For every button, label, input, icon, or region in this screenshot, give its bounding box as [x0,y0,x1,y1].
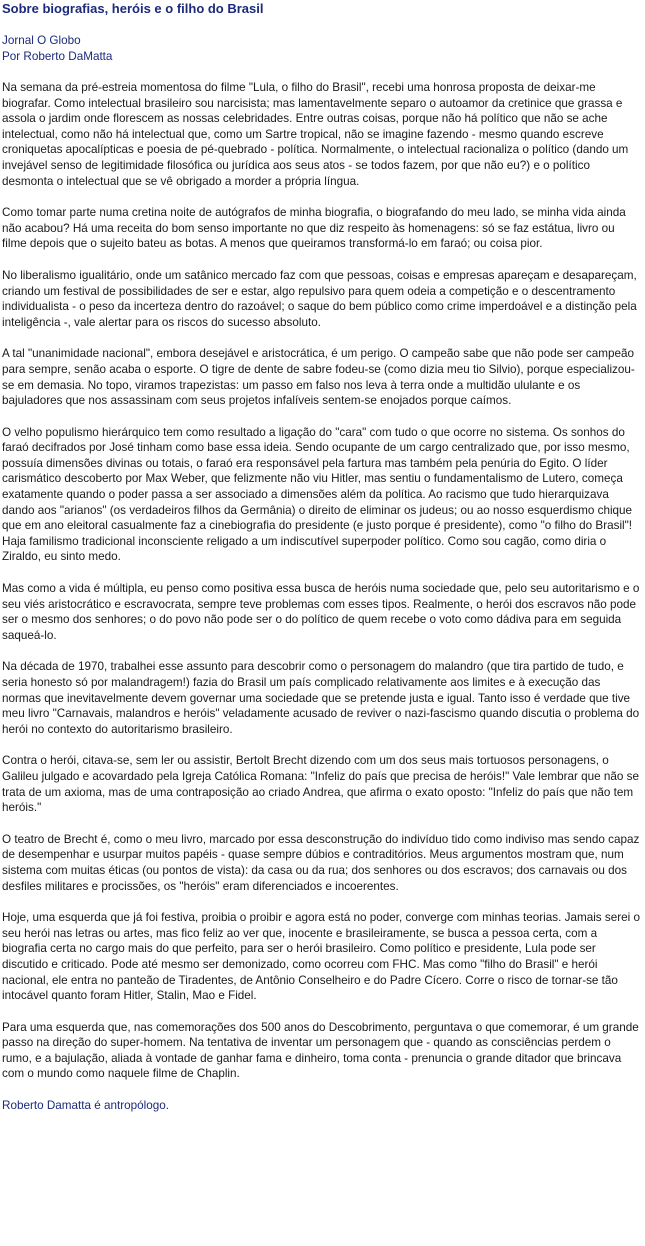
paragraph-4: A tal "unanimidade nacional", embora desejável e aristocrática, é um perigo. O campeão sabe que não pode ser campeão para sempre, senão acaba o esporte. O tigre de dente de sabre fodeu-se (como dizia meu tio Silvio), porque especializou-se em demasia. No topo, viramos trapezistas: um passo em falso nos leva à terra onde a multidão ululante e os bajuladores que nos assassinam com seus projetos infalíveis sentem-se enojados porque caímos. [2,347,635,408]
paragraph-5: O velho populismo hierárquico tem como resultado a ligação do "cara" com tudo o que ocorre no sistema. Os sonhos do faraó decifrados por José tinham como base essa ideia. Sendo ocupante de um cargo centralizado que, por isso mesmo, possuía dimensões divinas ou totais, o faraó era responsável pela fartura mas também pela penúria do Egito. O líder carismático descoberto por Max Weber, que felizmente não viu Hitler, mas sentiu o fundamentalismo de Lutero, começa exatamente quando o poder passa a ser associado a dimensões além da política. Ao racismo que tudo hierarquizava dando aos "arianos" (os verdadeiros filhos da Germânia) o direito de eliminar os judeus; ou ao nosso esquerdismo chique que em ano eleitoral casualmente faz a cinebiografia do presidente (e justo porque é presidente), como "o filho do Brasil"! Haja familismo tradicional inconsciente religado a um indiscutível superpoder político. Como sou cagão, como diria o Ziraldo, eu sinto medo. [2,425,633,564]
publication-name: Jornal O Globo [2,34,81,47]
paragraph-1: Na semana da pré-estreia momentosa do filme "Lula, o filho do Brasil", recebi uma honrosa proposta de deixar-me biografar. Como intelectual brasileiro sou narcisista; mas lamentavelmente separo o autoamor da cretinice que grassa e assola o jardim onde florescem as nossas celebridades. Entre outras coisas, porque não há político que não se ache intelectual, como não há intelectual que, como um Sartre tropical, não se imagine fazendo - mesmo quando escreve croniquetas apocalípticas e poesia de pé-quebrado - política. Normalmente, o intelectual racionaliza o político (dando um invejável senso de legitimidade filosófica ou jurídica aos seus atos - se todos fazem, por que não eu?) e o político desmonta o intelectual que se vê obrigado a morder a própria língua. [2,81,629,188]
paragraph-6: Mas como a vida é múltipla, eu penso como positiva essa busca de heróis numa sociedade que, pelo seu autoritarismo e o seu viés aristocrático e escravocrata, sempre teve problemas com esses tipos. Realmente, o herói dos escravos não pode ser o mesmo dos senhores; o do povo não pode ser o do político de quem recebe o voto como dádiva para em seguida saqueá-lo. [2,582,640,642]
article-source [2,33,641,64]
paragraph-10: Hoje, uma esquerda que já foi festiva, proibia o proibir e agora está no poder, converge com minhas teorias. Jamais serei o seu herói nas letras ou artes, mas fico feliz ao ver que, inocente e brasileiramente, se busca a pessoa certa, com a biografia certa no cargo mais do que perfeito, para ser o herói brasileiro. Como político e presidente, Lula pode ser discutido e criticado. Pode até mesmo ser demonizado, como ocorreu com FHC. Mas como "filho do Brasil" e herói nacional, ele entra no panteão de Tiradentes, de Antônio Conselheiro e do Padre Cícero. Corre o risco de tornar-se tão intocável quanto foram Hitler, Stalin, Mao e Fidel. [2,911,640,1003]
paragraph-7: Na década de 1970, trabalhei esse assunto para descobrir como o personagem do malandro (que tira partido de tudo, e seria honesto só por malandragem!) fazia do Brasil um país complicado relativamente aos limites e à execução das normas que inevitavelmente devem governar uma sociedade que se pretende justa e igual. Tanto isso é verdade que tive meu livro "Carnavais, malandros e heróis" veladamente acusado de reviver o nazi-fascismo quando discutia o problema do herói no contexto do autoritarismo brasileiro. [2,660,640,736]
paragraph-11: Para uma esquerda que, nas comemorações dos 500 anos do Descobrimento, perguntava o que comemorar, é um grande passo na direção do super-homem. Na tentativa de inventar um personagem que - quando as consciências perdem o rumo, e a bajulação, aliada à vontade de ganhar fama e dinheiro, toma conta - prenuncia o grande ditador que brincava com o mundo como naquele filme de Chaplin. [2,1020,639,1081]
paragraph-8: Contra o herói, citava-se, sem ler ou assistir, Bertolt Brecht dizendo com um dos seus mais tortuosos personagens, o Galileu julgado e acovardado pela Igreja Católica Romana: "Infeliz do país que precisa de heróis!" Vale lembrar que não se trata de um axioma, mas de uma contraposição ao criado Andrea, que afirma o exato oposto: "Infeliz do país que não tem heróis." [2,754,639,815]
article-title: Sobre biografias, heróis e o filho do Brasil [2,1,264,16]
author-note: Roberto Damatta é antropólogo. [2,1099,169,1113]
byline: Por Roberto DaMatta [2,49,113,63]
paragraph-2: Como tomar parte numa cretina noite de autógrafos de minha biografia, o biografando do meu lado, se minha vida ainda não acabou? Há uma receita do bom senso importante no que diz respeito às homenagens: só se faz estátua, livro ou filme depois que o sujeito bateu as botas. A menos que queiramos transformá-lo em faraó; ou coisa pior. [2,206,626,251]
paragraph-3: No liberalismo igualitário, onde um satânico mercado faz com que pessoas, coisas e empresas apareçam e desapareçam, criando um festival de possibilidades de ser e estar, algo repulsivo para quem odeia a competição e o descentramento individualista - o peso da incerteza dentro do razoável; o saque do bem público como crime imperdoável e a distinção pela inteligência -, vale alertar para os riscos do sucesso absoluto. [2,268,637,329]
article-body [2,80,641,1082]
paragraph-9: O teatro de Brecht é, como o meu livro, marcado por essa desconstrução do indivíduo tido como indiviso mas sendo capaz de desempenhar e usurpar muitos papéis - quase sempre dúbios e contraditórios. Meus argumentos mostram que, num sistema com muitas éticas (ou pontos de vista): da casa ou da rua; dos senhores ou dos escravos; dos carnavais ou dos desfiles militares e procissões, os "heróis" eram diferenciados e incoerentes. [2,832,640,893]
